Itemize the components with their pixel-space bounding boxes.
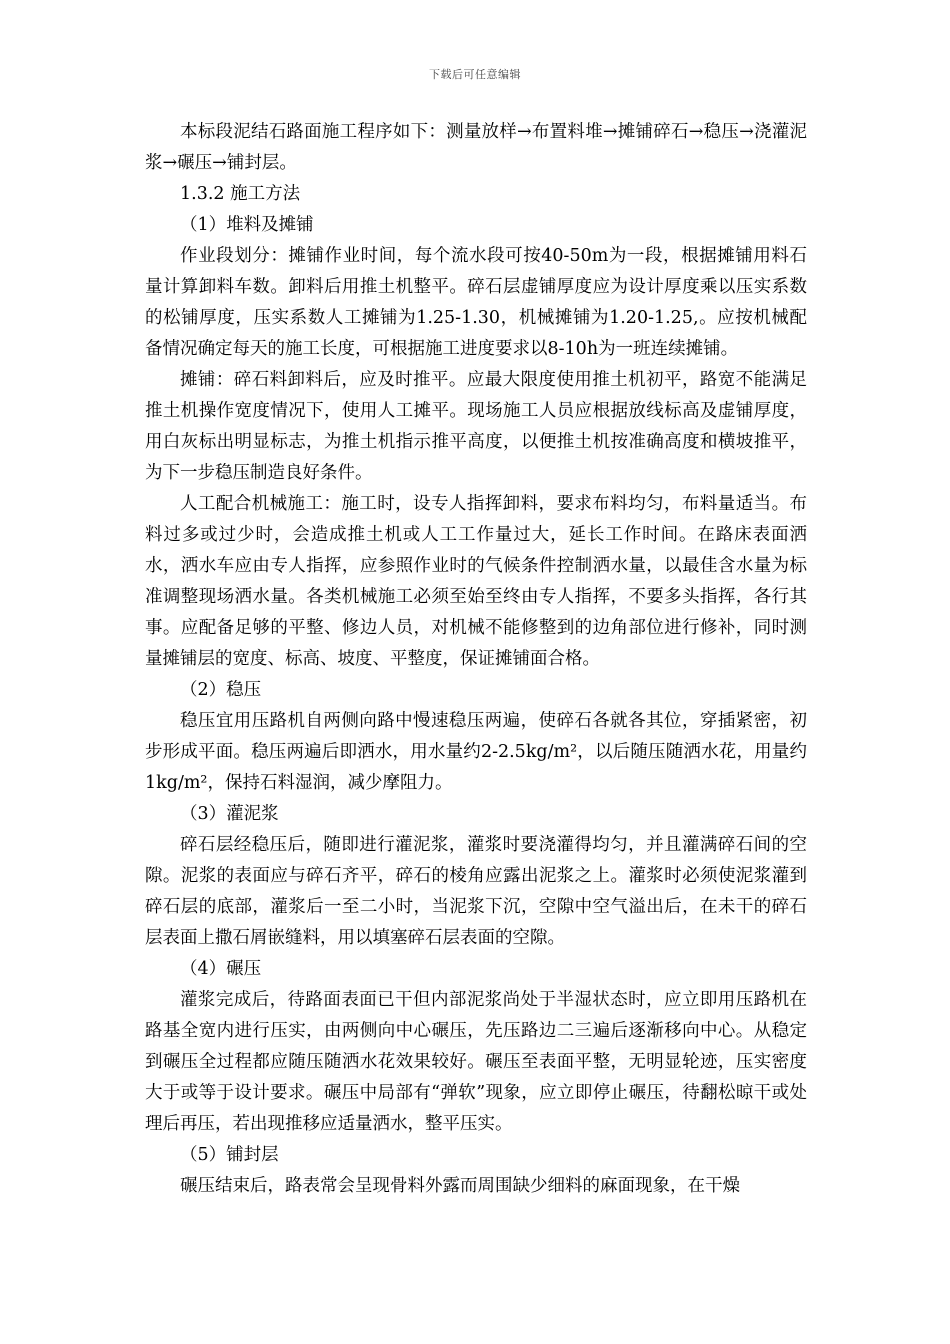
paragraph-manual-machine: 人工配合机械施工：施工时，设专人指挥卸料，要求布料均匀，布料量适当。布料过多或过少时，会造成推土机或人工工作量过大，延长工作时间。在路床表面洒水，洒水车应由专人指挥，应参照作业时的气候条件控制洒水量，以最佳含水量为标准调整现场洒水量。各类机械施工必须至始至终由专人指挥，不要多头指挥，各行其事。应配备足够的平整、修边人员，对机械不能修整到的边角部位进行修补，同时测量摊铺层的宽度、标高、坡度、平整度，保证摊铺面合格。 <box>145 494 807 669</box>
document-body <box>145 117 807 1202</box>
section-heading: 1.3.2 施工方法 <box>180 184 301 204</box>
subsection-heading-1: （1）堆料及摊铺 <box>180 215 314 235</box>
paragraph-seal-layer: 碾压结束后，路表常会呈现骨料外露而周围缺少细料的麻面现象，在干燥 <box>180 1176 740 1196</box>
subsection-heading-5: （5）铺封层 <box>180 1145 279 1165</box>
paragraph-grouting: 碎石层经稳压后，随即进行灌泥浆，灌浆时要浇灌得均匀，并且灌满碎石间的空隙。泥浆的表面应与碎石齐平，碎石的棱角应露出泥浆之上。灌浆时必须使泥浆灌到碎石层的底部，灌浆后一至二小时，当泥浆下沉，空隙中空气溢出后，在未干的碎石层表面上撒石屑嵌缝料，用以填塞碎石层表面的空隙。 <box>145 835 807 948</box>
subsection-heading-3: （3）灌泥浆 <box>180 804 279 824</box>
page-header-note: 下载后可任意编辑 <box>429 68 521 81</box>
paragraph-work-section: 作业段划分：摊铺作业时间，每个流水段可按40-50m为一段，根据摊铺用料石量计算卸料车数。卸料后用推土机整平。碎石层虚铺厚度应为设计厚度乘以压实系数的松铺厚度，压实系数人工摊铺为1.25-1.30，机械摊铺为1.20-1.25,。应按机械配备情况确定每天的施工长度，可根据施工进度要求以8-10h为一班连续摊铺。 <box>145 246 807 359</box>
paragraph-rolling: 灌浆完成后，待路面表面已干但内部泥浆尚处于半湿状态时，应立即用压路机在路基全宽内进行压实，由两侧向中心碾压，先压路边二三遍后逐渐移向中心。从稳定到碾压全过程都应随压随洒水花效果较好。碾压至表面平整，无明显轮迹，压实密度大于或等于设计要求。碾压中局部有“弹软”现象，应立即停止碾压，待翻松晾干或处理后再压，若出现推移应适量洒水，整平压实。 <box>145 990 807 1134</box>
intro-paragraph: 本标段泥结石路面施工程序如下：测量放样→布置料堆→摊铺碎石→稳压→浇灌泥浆→碾压→铺封层。 <box>145 122 807 173</box>
paragraph-spreading: 摊铺：碎石料卸料后，应及时推平。应最大限度使用推土机初平，路宽不能满足推土机操作宽度情况下，使用人工摊平。现场施工人员应根据放线标高及虚铺厚度，用白灰标出明显标志，为推土机指示推平高度，以便推土机按准确高度和横坡推平，为下一步稳压制造良好条件。 <box>145 370 807 483</box>
subsection-heading-4: （4）碾压 <box>180 959 262 979</box>
paragraph-stabilizing: 稳压宜用压路机自两侧向路中慢速稳压两遍，使碎石各就各其位，穿插紧密，初步形成平面。稳压两遍后即洒水，用水量约2-2.5kg/m²，以后随压随洒水花，用量约1kg/m²，保持石料湿润，减少摩阻力。 <box>145 711 807 793</box>
subsection-heading-2: （2）稳压 <box>180 680 262 700</box>
